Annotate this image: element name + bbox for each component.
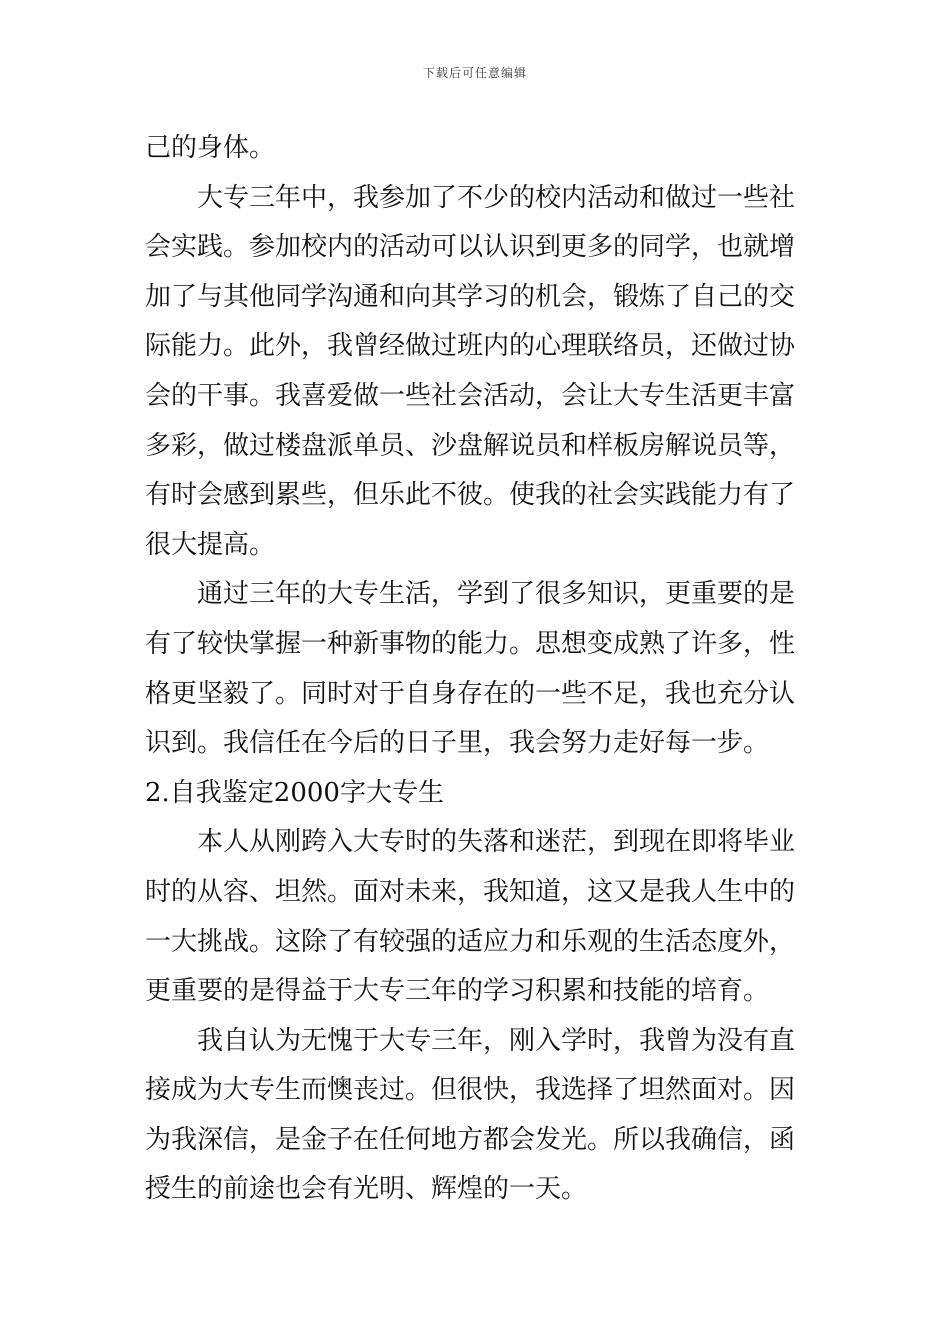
paragraph-first-line: 本人从刚跨入大专时的失落和迷茫，到现在即将毕业	[197, 827, 796, 858]
paragraph-first-line: 通过三年的大专生活，学到了很多知识，更重要的是	[197, 579, 796, 610]
document-body	[145, 124, 805, 1215]
text-line: 会的干事。我喜爱做一些社会活动，会让大专生活更丰富	[145, 380, 796, 411]
text-line: 有时会感到累些，但乐此不彼。使我的社会实践能力有了	[145, 480, 796, 511]
text-line: 会实践。参加校内的活动可以认识到更多的同学，也就增	[145, 232, 796, 263]
text-line: 格更坚毅了。同时对于自身存在的一些不足，我也充分认	[145, 678, 796, 709]
text-line: 很大提高。	[145, 529, 276, 560]
text-line: 多彩，做过楼盘派单员、沙盘解说员和样板房解说员等，	[145, 430, 796, 461]
paragraph-first-line: 大专三年中，我参加了不少的校内活动和做过一些社	[197, 182, 796, 213]
text-line: 际能力。此外，我曾经做过班内的心理联络员，还做过协	[145, 331, 796, 362]
text-line: 有了较快掌握一种新事物的能力。思想变成熟了许多，性	[145, 628, 796, 659]
section-heading: 2.自我鉴定2000字大专生	[145, 777, 444, 808]
text-line: 己的身体。	[145, 133, 276, 163]
text-line: 更重要的是得益于大专三年的学习积累和技能的培育。	[145, 976, 770, 1007]
text-line: 一大挑战。这除了有较强的适应力和乐观的生活态度外，	[145, 926, 796, 957]
paragraph-first-line: 我自认为无愧于大专三年，刚入学时，我曾为没有直	[197, 1025, 796, 1056]
text-line: 接成为大专生而懊丧过。但很快，我选择了坦然面对。因	[145, 1075, 796, 1106]
text-line: 识到。我信任在今后的日子里，我会努力走好每一步。	[145, 728, 770, 759]
page-header: 下载后可任意编辑	[422, 66, 527, 80]
text-line: 为我深信，是金子在任何地方都会发光。所以我确信，函	[145, 1124, 796, 1155]
text-line: 时的从容、坦然。面对未来，我知道，这又是我人生中的	[145, 876, 796, 907]
text-line: 加了与其他同学沟通和向其学习的机会，锻炼了自己的交	[145, 281, 796, 312]
text-line: 授生的前途也会有光明、辉煌的一天。	[145, 1174, 588, 1205]
